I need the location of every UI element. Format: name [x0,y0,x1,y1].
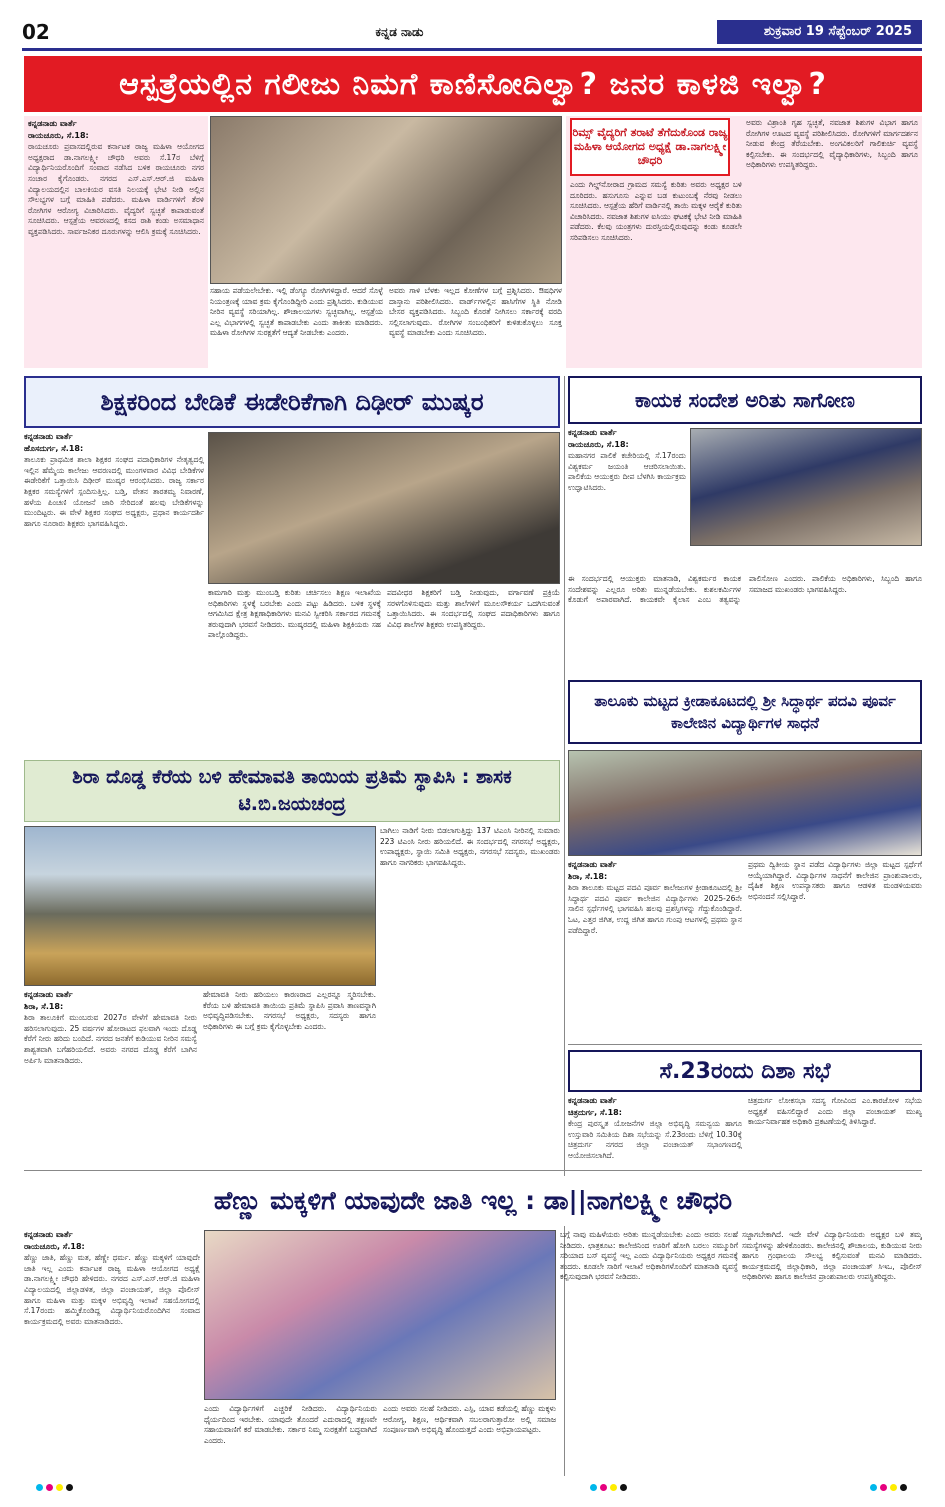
story5-col1: ಶಿರಾ ತಾಲೂಕಿಗೆ ಮುಂಬರುವ 2027ರ ವೇಳೆಗೆ ಹೇಮಾವತಿ ನೀರು ಹರಿಸಲಾಗುವುದು. 25 ವರ್ಷಗಳ ಹೋರಾಟದ ಫಲವಾಗಿ ಇಂದು ದೊಡ್ಡ ಕೆರೆಗೆ ನೀರು ಹರಿದು ಬಂದಿದೆ. ನಗರದ ಜನತೆಗೆ ಕುಡಿಯುವ ನೀರಿನ ಸಮಸ್ಯೆ ಶಾಶ್ವತವಾಗಿ ಬಗೆಹರಿಯಲಿದೆ. ಅವರು ನಗರದ ದೊಡ್ಡ ಕೆರೆಗೆ ಬಾಗಿನ ಅರ್ಪಿಸಿ ಮಾತನಾಡಿದರು. [24,1013,197,1065]
registration-marks-right [870,1484,907,1491]
story5-col1-col2 [24,990,376,1166]
story5-col2: ಹೇಮಾವತಿ ನೀರು ಹರಿಯಲು ಕಾರಣರಾದ ಎಲ್ಲರನ್ನೂ ಸ್ಮರಿಸಬೇಕು. ಕೆರೆಯ ಬಳಿ ಹೇಮಾವತಿ ತಾಯಿಯ ಪ್ರತಿಮೆ ಸ್ಥಾಪಿಸಿ ಪ್ರವಾಸಿ ತಾಣವನ್ನಾಗಿ ಅಭಿವೃದ್ಧಿಪಡಿಸಬೇಕು. ನಗರಸಭೆ ಅಧ್ಯಕ್ಷರು, ಸದಸ್ಯರು ಹಾಗೂ ಅಧಿಕಾರಿಗಳು ಈ ಬಗ್ಗೆ ಕ್ರಮ ಕೈಗೊಳ್ಳಬೇಕು ಎಂದರು. [203,990,376,1031]
story7-col2: ಎಂದು ವಿದ್ಯಾರ್ಥಿಗಳಿಗೆ ಎಚ್ಚರಿಕೆ ನೀಡಿದರು. ವಿದ್ಯಾರ್ಥಿನಿಯರು ಧೈರ್ಯದಿಂದ ಇರಬೇಕು. ಯಾವುದೇ ತೊಂದರೆ ಎದುರಾದಲ್ಲಿ ತಕ್ಷಣವೇ ಸಹಾಯವಾಣಿಗೆ ಕರೆ ಮಾಡಬೇಕು. ಸರ್ಕಾರ ನಿಮ್ಮ ಸುರಕ್ಷತೆಗೆ ಬದ್ಧವಾಗಿದೆ ಎಂದರು. [204,1404,377,1445]
story7-col1-block: ಕನ್ನಡನಾಡು ವಾರ್ತೆ ರಾಯಚೂರು, ಸೆ.18: ಹೆಣ್ಣು ಜಾತಿ, ಹೆಣ್ಣು ಮತ, ಹೆಣ್ಣೇ ಧರ್ಮ. ಹೆಣ್ಣು ಮಕ್ಕಳಿಗೆ ಯಾವುದೇ ಜಾತಿ ಇಲ್ಲ ಎಂದು ಕರ್ನಾಟಕ ರಾಜ್ಯ ಮಹಿಳಾ ಆಯೋಗದ ಅಧ್ಯಕ್ಷೆ ಡಾ.ನಾಗಲಕ್ಷ್ಮೀ ಚೌಧರಿ ಹೇಳಿದರು. ನಗರದ ಎಸ್.ಎಸ್.ಆರ್.ಜಿ ಮಹಿಳಾ ವಿದ್ಯಾಲಯದಲ್ಲಿ ಜಿಲ್ಲಾಡಳಿತ, ಜಿಲ್ಲಾ ಪಂಚಾಯತ್, ಜಿಲ್ಲಾ ಪೊಲೀಸ್ ಹಾಗೂ ಮಹಿಳಾ ಮತ್ತು ಮಕ್ಕಳ ಅಭಿವೃದ್ಧಿ ಇಲಾಖೆ ಸಹಯೋಗದಲ್ಲಿ ಸೆ.17ರಂದು ಹಮ್ಮಿಕೊಂಡಿದ್ದ ವಿದ್ಯಾರ್ಥಿನಿಯರೊಂದಿಗಿನ ಸಂವಾದ ಕಾರ್ಯಕ್ರಮದಲ್ಲಿ ಅವರು ಮಾತನಾಡಿದರು. [24,1230,200,1326]
story1-byline: ಕನ್ನಡನಾಡು ವಾರ್ತೆ [28,119,77,128]
story4-photo [568,750,922,856]
story1-col4-block [570,180,742,366]
story1-photo [210,116,562,284]
story1-col2-col3 [210,286,562,366]
story1-col3: ಅವರು ಗಾಳಿ ಬೆಳಕು ಇಲ್ಲದ ಕೋಣೆಗಳ ಬಗ್ಗೆ ಪ್ರಶ್ನಿಸಿದರು. ಔಷಧಿಗಳ ದಾಸ್ತಾನು ಪರಿಶೀಲಿಸಿದರು. ವಾರ್ಡ್‌ಗಳಲ್ಲಿನ ಹಾಸಿಗೆಗಳ ಸ್ಥಿತಿ ನೋಡಿ ಬೇಸರ ವ್ಯಕ್ತಪಡಿಸಿದರು. ಸಿಬ್ಬಂದಿ ಕೊರತೆ ನೀಗಿಸಲು ಸರ್ಕಾರಕ್ಕೆ ವರದಿ ಸಲ್ಲಿಸಲಾಗುವುದು. ರೋಗಿಗಳ ಸಂಬಂಧಿಕರಿಗೆ ಕುಳಿತುಕೊಳ್ಳಲು ಸೂಕ್ತ ವ್ಯವಸ್ಥೆ ಮಾಡಬೇಕು ಎಂದು ಸೂಚಿಸಿದರು. [389,286,562,338]
story6-dateline: ಚಿತ್ರದುರ್ಗ, ಸೆ.18: [568,1107,622,1117]
story1-col5-block [746,118,918,366]
story4-byline: ಕನ್ನಡನಾಡು ವಾರ್ತೆ [568,860,617,869]
story3-photo [690,428,922,546]
story1-headline: ಆಸ್ಪತ್ರೆಯಲ್ಲಿನ ಗಲೀಜು ನಿಮಗೆ ಕಾಣಿಸೋದಿಲ್ವಾ? ಜನರ ಕಾಳಜಿ ಇಲ್ವಾ? [24,56,922,112]
story7-col4: ಬಗ್ಗೆ ನಾವು ಮಹಿಳೆಯರು ಅರಿತು ಮುನ್ನಡೆಯಬೇಕು ಎಂದು ಅವರು ಸಲಹೆ ನೀಡಿದರು. ಛಾತ್ರಕೂಟ: ಕಾಲೇಜಿನಿಂದ ಊರಿಗೆ ಹೋಗಿ ಬರಲು ನಮ್ಮೂರಿಗೆ ಸರಿಯಾದ ಬಸ್ ವ್ಯವಸ್ಥೆ ಇಲ್ಲ ಎಂದು ವಿದ್ಯಾರ್ಥಿನಿಯರು ಅಧ್ಯಕ್ಷರ ಗಮನಕ್ಕೆ ತಂದರು. ಕೂಡಲೇ ಸಾರಿಗೆ ಇಲಾಖೆ ಅಧಿಕಾರಿಗಳೊಂದಿಗೆ ಮಾತನಾಡಿ ವ್ಯವಸ್ಥೆ ಕಲ್ಪಿಸುವುದಾಗಿ ಭರವಸೆ ನೀಡಿದರು. [560,1230,738,1282]
story3-byline: ಕನ್ನಡನಾಡು ವಾರ್ತೆ [568,428,617,437]
story4-dateline: ಶಿರಾ, ಸೆ.18: [568,871,608,881]
story2-byline: ಕನ್ನಡನಾಡು ವಾರ್ತೆ [24,432,73,441]
story7-col3: ಎಂದು ಅವರು ಸಲಹೆ ನೀಡಿದರು. ಎಸ್ಪಿ, ಯಾವ ಕಡೆಯಲ್ಲಿ ಹೆಣ್ಣು ಮಕ್ಕಳು ಆರೋಗ್ಯ, ಶಿಕ್ಷಣ, ಆರ್ಥಿಕವಾಗಿ ಸಬಲರಾಗುತ್ತಾರೋ ಅಲ್ಲಿ ಸಮಾಜ ಸಂಪೂರ್ಣವಾಗಿ ಅಭಿವೃದ್ಧಿ ಹೊಂದುತ್ತದೆ ಎಂದು ಅಭಿಪ್ರಾಯಪಟ್ಟರು. [383,1404,556,1435]
story1-col5: ಅವರು ವಿಶ್ರಾಂತಿ ಗೃಹ ಸ್ವಚ್ಛತೆ, ನವಜಾತ ಶಿಶುಗಳ ವಿಭಾಗ ಹಾಗೂ ರೋಗಿಗಳ ಊಟದ ವ್ಯವಸ್ಥೆ ಪರಿಶೀಲಿಸಿದರು. ರೋಗಿಗಳಿಗೆ ಮಾರ್ಗದರ್ಶನ ನೀಡುವ ಕೇಂದ್ರ ತೆರೆಯಬೇಕು. ಅಂಗವಿಕಲರಿಗೆ ಗಾಲಿಕುರ್ಚಿ ವ್ಯವಸ್ಥೆ ಕಲ್ಪಿಸಬೇಕು. ಈ ಸಂದರ್ಭದಲ್ಲಿ ವೈದ್ಯಾಧಿಕಾರಿಗಳು, ಸಿಬ್ಬಂದಿ ಹಾಗೂ ಅಧಿಕಾರಿಗಳು ಉಪಸ್ಥಿತರಿದ್ದರು. [746,118,918,170]
story3-col1-block: ಕನ್ನಡನಾಡು ವಾರ್ತೆ ರಾಯಚೂರು, ಸೆ.18: ಮಹಾನಗರ ಪಾಲಿಕೆ ಕಚೇರಿಯಲ್ಲಿ ಸೆ.17ರಂದು ವಿಶ್ವಕರ್ಮ ಜಯಂತಿ ಆಚರಿಸಲಾಯಿತು. ಪಾಲಿಕೆಯ ಆಯುಕ್ತರು ದೀಪ ಬೆಳಗಿಸಿ ಕಾರ್ಯಕ್ರಮ ಉದ್ಘಾಟಿಸಿದರು. [568,428,686,492]
story4-col2: ಪ್ರಥಮ ದ್ವಿತೀಯ ಸ್ಥಾನ ಪಡೆದ ವಿದ್ಯಾರ್ಥಿಗಳು ಜಿಲ್ಲಾ ಮಟ್ಟದ ಸ್ಪರ್ಧೆಗೆ ಆಯ್ಕೆಯಾಗಿದ್ದಾರೆ. ವಿದ್ಯಾರ್ಥಿಗಳ ಸಾಧನೆಗೆ ಕಾಲೇಜಿನ ಪ್ರಾಂಶುಪಾಲರು, ದೈಹಿಕ ಶಿಕ್ಷಣ ಉಪನ್ಯಾಸಕರು ಹಾಗೂ ಆಡಳಿತ ಮಂಡಳಿಯವರು ಅಭಿನಂದನೆ ಸಲ್ಲಿಸಿದ್ದಾರೆ. [748,860,922,901]
story5-col3-block [380,826,560,1166]
story1-col2: ಸಹಾಯ ಪಡೆಯಲೇಬೇಕು. ಇಲ್ಲಿ ಡೆಂಗ್ಯೂ ರೋಗಿಗಳಿದ್ದಾರೆ. ಆದರೆ ಸೊಳ್ಳೆ ನಿಯಂತ್ರಣಕ್ಕೆ ಯಾವ ಕ್ರಮ ಕೈಗೊಂಡಿದ್ದೀರಿ ಎಂದು ಪ್ರಶ್ನಿಸಿದರು. ಕುಡಿಯುವ ನೀರಿನ ವ್ಯವಸ್ಥೆ ಸರಿಯಾಗಿಲ್ಲ. ಶೌಚಾಲಯಗಳು ಸ್ವಚ್ಛವಾಗಿಲ್ಲ. ಆಸ್ಪತ್ರೆಯ ಎಲ್ಲ ವಿಭಾಗಗಳಲ್ಲಿ ಸ್ವಚ್ಛತೆ ಕಾಪಾಡಬೇಕು ಎಂದು ತಾಕೀತು ಮಾಡಿದರು. ಮಹಿಳಾ ರೋಗಿಗಳ ಸುರಕ್ಷತೆಗೆ ಆದ್ಯತೆ ನೀಡಬೇಕು ಎಂದರು. [210,286,383,338]
story1-col4: ಎಂದು ಗಿಲ್ಡ್‌ನೋರಾದ ಗ್ರಾಮದ ಸಮಸ್ಯೆ ಕುರಿತು ಅವರು ಅಧ್ಯಕ್ಷರ ಬಳಿ ದೂರಿದರು. ಹಸುಗೂಸು ಎನ್ನುವ ಬಡ ಕುಟುಂಬಕ್ಕೆ ನೆರವು ನೀಡಲು ಸೂಚಿಸಿದರು. ಆಸ್ಪತ್ರೆಯ ಹೆರಿಗೆ ವಾರ್ಡಿನಲ್ಲಿ ತಾಯಿ ಮಕ್ಕಳ ಆರೈಕೆ ಕುರಿತು ವಿಚಾರಿಸಿದರು. ನವಜಾತ ಶಿಶುಗಳ ಐಸಿಯು ಘಟಕಕ್ಕೆ ಭೇಟಿ ನೀಡಿ ಮಾಹಿತಿ ಪಡೆದರು. ಕೆಲವು ಯಂತ್ರಗಳು ದುರಸ್ತಿಯಲ್ಲಿರುವುದನ್ನು ಕಂಡು ಕೂಡಲೇ ಸರಿಪಡಿಸಲು ಸೂಚಿಸಿದರು. [570,180,742,242]
story3-col2: ಈ ಸಂದರ್ಭದಲ್ಲಿ ಆಯುಕ್ತರು ಮಾತನಾಡಿ, ವಿಶ್ವಕರ್ಮರ ಕಾಯಕ ಸಂದೇಶವನ್ನು ಎಲ್ಲರೂ ಅರಿತು ಮುನ್ನಡೆಯಬೇಕು. ಕುಶಲಕರ್ಮಿಗಳ ಕೊಡುಗೆ ಅಪಾರವಾಗಿದೆ. ಕಾಯಕವೇ ಕೈಲಾಸ ಎಂಬ ತತ್ವವನ್ನು ಪಾಲಿಸೋಣ ಎಂದರು. ಪಾಲಿಕೆಯ ಅಧಿಕಾರಿಗಳು, ಸಿಬ್ಬಂದಿ ಹಾಗೂ ಸಮಾಜದ ಮುಖಂಡರು ಭಾಗವಹಿಸಿದ್ದರು. [568,574,922,605]
story2-col2: ಕಾಮಗಾರಿ ಮತ್ತು ಮುಂಬಡ್ತಿ ಕುರಿತು ಚರ್ಚಿಸಲು ಶಿಕ್ಷಣ ಇಲಾಖೆಯ ಅಧಿಕಾರಿಗಳು ಸ್ಥಳಕ್ಕೆ ಬರಬೇಕು ಎಂದು ಪಟ್ಟು ಹಿಡಿದರು. ಬಳಿಕ ಸ್ಥಳಕ್ಕೆ ಆಗಮಿಸಿದ ಕ್ಷೇತ್ರ ಶಿಕ್ಷಣಾಧಿಕಾರಿಗಳು ಮನವಿ ಸ್ವೀಕರಿಸಿ ಸರ್ಕಾರದ ಗಮನಕ್ಕೆ ತರುವುದಾಗಿ ಭರವಸೆ ನೀಡಿದರು. ಮುಷ್ಕರದಲ್ಲಿ ಮಹಿಳಾ ಶಿಕ್ಷಕಿಯರು ಸಹ ಪಾಲ್ಗೊಂಡಿದ್ದರು. [208,588,381,640]
story1-subhead: ರಿಮ್ಸ್ ವೈದ್ಯರಿಗೆ ತರಾಟೆ ತೆಗೆದುಕೊಂಡ ರಾಜ್ಯ ಮಹಿಳಾ ಆಯೋಗದ ಅಧ್ಯಕ್ಷೆ ಡಾ.ನಾಗಲಕ್ಷ್ಮೀ ಚೌಧರಿ [570,118,730,176]
story3-headline: ಕಾಯಕ ಸಂದೇಶ ಅರಿತು ಸಾಗೋಣ [568,376,922,424]
story3-col2-block [568,574,922,672]
registration-marks-center [590,1484,627,1491]
story2-col1-block: ಕನ್ನಡನಾಡು ವಾರ್ತೆ ಹೊಸದುರ್ಗ, ಸೆ.18: ತಾಲೂಕು ಪ್ರಾಥಮಿಕ ಶಾಲಾ ಶಿಕ್ಷಕರ ಸಂಘದ ಪದಾಧಿಕಾರಿಗಳ ನೇತೃತ್ವದಲ್ಲಿ ಇಲ್ಲಿನ ಹೆಮ್ಮೆಯ ಕಾಲೇಜು ಆವರಣದಲ್ಲಿ ಮುಂಗಳವಾರ ವಿವಿಧ ಬೇಡಿಕೆಗಳ ಈಡೇರಿಕೆಗೆ ಒತ್ತಾಯಿಸಿ ದಿಢೀರ್ ಮುಷ್ಕರ ಆರಂಭಿಸಿದರು. ರಾಜ್ಯ ಸರ್ಕಾರ ಶಿಕ್ಷಕರ ಸಮಸ್ಯೆಗಳಿಗೆ ಸ್ಪಂದಿಸುತ್ತಿಲ್ಲ. ಬಡ್ತಿ, ವೇತನ ತಾರತಮ್ಯ ನಿವಾರಣೆ, ಹಳೆಯ ಪಿಂಚಣಿ ಯೋಜನೆ ಜಾರಿ ಸೇರಿದಂತೆ ಹಲವು ಬೇಡಿಕೆಗಳನ್ನು ಮುಂದಿಟ್ಟರು. ಈ ವೇಳೆ ಶಿಕ್ಷಕರ ಸಂಘದ ಅಧ್ಯಕ್ಷರು, ಪ್ರಧಾನ ಕಾರ್ಯದರ್ಶಿ ಹಾಗೂ ನೂರಾರು ಶಿಕ್ಷಕರು ಭಾಗವಹಿಸಿದ್ದರು. [24,432,204,528]
story3-dateline: ರಾಯಚೂರು, ಸೆ.18: [568,439,629,449]
masthead [22,18,922,46]
story2-col2-col3 [208,588,560,752]
story7-col4-block [560,1230,738,1476]
story7-byline: ಕನ್ನಡನಾಡು ವಾರ್ತೆ [24,1230,73,1239]
story7-dateline: ರಾಯಚೂರು, ಸೆ.18: [24,1241,85,1251]
story2-dateline: ಹೊಸದುರ್ಗ, ಸೆ.18: [24,443,84,453]
story5-col3: ಬಾಗಿಲು ನಾಡಿಗೆ ನೀರು ಬಿಡಲಾಗುತ್ತಿದ್ದು 137 ಟಿಎಂಸಿ ನೀರಿನಲ್ಲಿ ಸುಮಾರು 223 ಟಿಎಂಸಿ ನೀರು ಹರಿಯಲಿದೆ. ಈ ಸಂದರ್ಭದಲ್ಲಿ ನಗರಸಭೆ ಅಧ್ಯಕ್ಷರು, ಉಪಾಧ್ಯಕ್ಷರು, ಸ್ಥಾಯಿ ಸಮಿತಿ ಅಧ್ಯಕ್ಷರು, ನಗರಸಭೆ ಸದಸ್ಯರು, ಮುಖಂಡರು ಹಾಗೂ ನಾಗರಿಕರು ಭಾಗವಹಿಸಿದ್ದರು. [380,826,560,867]
paper-name: ಕನ್ನಡ ನಾಡು [375,24,424,39]
story5-photo [24,826,376,986]
story1-col1: ಕನ್ನಡನಾಡು ವಾರ್ತೆ ರಾಯಚೂರು, ಸೆ.18: ರಾಯಚೂರು ಪ್ರವಾಸದಲ್ಲಿರುವ ಕರ್ನಾಟಕ ರಾಜ್ಯ ಮಹಿಳಾ ಆಯೋಗದ ಅಧ್ಯಕ್ಷರಾದ ಡಾ.ನಾಗಲಕ್ಷ್ಮೀ ಚೌಧರಿ ಅವರು ಸೆ.17ರ ಬೆಳಿಗ್ಗೆ ವಿದ್ಯಾರ್ಥಿನಿಯರೊಂದಿಗೆ ಸಂವಾದ ನಡೆಸಿದ ಬಳಿಕ ರಾಯಚೂರು ನಗರ ಸಂಚಾರ ಕೈಗೊಂಡರು. ನಗರದ ಎಸ್.ಎಸ್.ಆರ್.ಜಿ ಮಹಿಳಾ ವಿದ್ಯಾಲಯದಲ್ಲಿನ ಬಾಲಕಿಯರ ವಸತಿ ನಿಲಯಕ್ಕೆ ಭೇಟಿ ನೀಡಿ ಅಲ್ಲಿನ ಸೌಲಭ್ಯಗಳ ಬಗ್ಗೆ ಮಾಹಿತಿ ಪಡೆದರು. ಮಹಿಳಾ ವಾರ್ಡಿಗಳಿಗೆ ತೆರಳಿ ರೋಗಿಗಳ ಆರೋಗ್ಯ ವಿಚಾರಿಸಿದರು. ವೈದ್ಯರಿಗೆ ಸ್ವಚ್ಛತೆ ಕಾಪಾಡುವಂತೆ ಸೂಚಿಸಿದರು. ಆಸ್ಪತ್ರೆಯ ಆವರಣದಲ್ಲಿ ಕಸದ ರಾಶಿ ಕಂಡು ಅಸಮಾಧಾನ ವ್ಯಕ್ತಪಡಿಸಿದರು. ಸಾರ್ವಜನಿಕರ ದೂರುಗಳನ್ನು ಆಲಿಸಿ ಕ್ರಮಕ್ಕೆ ಸೂಚಿಸಿದರು. [28,119,204,236]
story1-pink-bg-left2 [24,296,208,368]
story6-col1: ಕೇಂದ್ರ ಪುರಸ್ಕೃತ ಯೋಜನೆಗಳ ಜಿಲ್ಲಾ ಅಭಿವೃದ್ಧಿ ಸಮನ್ವಯ ಹಾಗೂ ಉಸ್ತುವಾರಿ ಸಮಿತಿಯ ದಿಶಾ ಸಭೆಯನ್ನು ಸೆ.23ರಂದು ಬೆಳಿಗ್ಗೆ 10.30ಕ್ಕೆ ಚಿತ್ರದುರ್ಗ ನಗರದ ಜಿಲ್ಲಾ ಪಂಚಾಯತ್ ಸಭಾಂಗಣದಲ್ಲಿ ಆಯೋಜಿಸಲಾಗಿದೆ. [568,1119,742,1160]
story7-photo [204,1230,556,1400]
story7-col5: ಸಜ್ಜಾಗಬೇಕಾಗಿದೆ. ಇದೇ ವೇಳೆ ವಿದ್ಯಾರ್ಥಿನಿಯರು ಅಧ್ಯಕ್ಷರ ಬಳಿ ತಮ್ಮ ಸಮಸ್ಯೆಗಳನ್ನು ಹೇಳಿಕೊಂಡರು. ಕಾಲೇಜಿನಲ್ಲಿ ಶೌಚಾಲಯ, ಕುಡಿಯುವ ನೀರು ಹಾಗೂ ಗ್ರಂಥಾಲಯ ಸೌಲಭ್ಯ ಕಲ್ಪಿಸುವಂತೆ ಮನವಿ ಮಾಡಿದರು. ಕಾರ್ಯಕ್ರಮದಲ್ಲಿ ಜಿಲ್ಲಾಧಿಕಾರಿ, ಜಿಲ್ಲಾ ಪಂಚಾಯತ್ ಸಿಇಒ, ಪೊಲೀಸ್ ಅಧಿಕಾರಿಗಳು ಹಾಗೂ ಕಾಲೇಜಿನ ಪ್ರಾಂಶುಪಾಲರು ಉಪಸ್ಥಿತರಿದ್ದರು. [742,1230,922,1282]
story6-col2: ಚಿತ್ರದುರ್ಗ ಲೋಕಸಭಾ ಸದಸ್ಯ ಗೋವಿಂದ ಎಂ.ಕಾರಜೋಳ ಸಭೆಯ ಅಧ್ಯಕ್ಷತೆ ವಹಿಸಲಿದ್ದಾರೆ ಎಂದು ಜಿಲ್ಲಾ ಪಂಚಾಯತ್ ಮುಖ್ಯ ಕಾರ್ಯನಿರ್ವಾಹಕ ಅಧಿಕಾರಿ ಪ್ರಕಟಣೆಯಲ್ಲಿ ತಿಳಿಸಿದ್ದಾರೆ. [748,1096,922,1127]
story2-photo [208,432,560,584]
masthead-rule [22,48,922,51]
story7-top-rule [24,1170,922,1171]
issue-date: ಶುಕ್ರವಾರ 19 ಸೆಪ್ಟೆಂಬರ್ 2025 [717,20,922,44]
story6-byline: ಕನ್ನಡನಾಡು ವಾರ್ತೆ [568,1096,617,1105]
story2-headline: ಶಿಕ್ಷಕರಿಂದ ಬೇಡಿಕೆ ಈಡೇರಿಕೆಗಾಗಿ ದಿಢೀರ್ ಮುಷ್ಕರ [24,376,560,428]
story2-col3: ಪದವೀಧರ ಶಿಕ್ಷಕರಿಗೆ ಬಡ್ತಿ ನೀಡುವುದು, ವರ್ಗಾವಣೆ ಪ್ರಕ್ರಿಯೆ ಸರಳಗೊಳಿಸುವುದು ಮತ್ತು ಶಾಲೆಗಳಿಗೆ ಮೂಲಸೌಕರ್ಯ ಒದಗಿಸುವಂತೆ ಒತ್ತಾಯಿಸಿದರು. ಈ ಸಂದರ್ಭದಲ್ಲಿ ಸಂಘದ ಪದಾಧಿಕಾರಿಗಳು ಹಾಗೂ ವಿವಿಧ ಶಾಲೆಗಳ ಶಿಕ್ಷಕರು ಉಪಸ್ಥಿತರಿದ್ದರು. [387,588,560,629]
story4-text [568,860,922,1040]
registration-marks-left [36,1484,73,1491]
story5-byline: ಕನ್ನಡನಾಡು ವಾರ್ತೆ [24,990,73,999]
story7-headline: ಹೆಣ್ಣು ಮಕ್ಕಳಿಗೆ ಯಾವುದೇ ಜಾತಿ ಇಲ್ಲ : ಡಾ||ನಾಗಲಕ್ಷ್ಮೀ ಚೌಧರಿ [24,1176,922,1226]
story4-headline: ತಾಲೂಕು ಮಟ್ಟದ ಕ್ರೀಡಾಕೂಟದಲ್ಲಿ ಶ್ರೀ ಸಿದ್ಧಾರ್ಥ ಪದವಿ ಪೂರ್ವ ಕಾಲೇಜಿನ ವಿದ್ಯಾರ್ಥಿಗಳ ಸಾಧನೆ [568,680,922,744]
story7-col5-block [742,1230,922,1476]
story6-headline: ಸೆ.23ರಂದು ದಿಶಾ ಸಭೆ [568,1050,922,1092]
story7-col2-col3 [204,1404,556,1476]
story1-dateline: ರಾಯಚೂರು, ಸೆ.18: [28,130,89,140]
page-number: 02 [22,20,50,44]
story5-dateline: ಶಿರಾ, ಸೆ.18: [24,1001,64,1011]
story6-top-rule [568,1044,922,1045]
story5-headline: ಶಿರಾ ದೊಡ್ಡ ಕೆರೆಯ ಬಳಿ ಹೇಮಾವತಿ ತಾಯಿಯ ಪ್ರತಿಮೆ ಸ್ಥಾಪಿಸಿ : ಶಾಸಕ ಟಿ.ಬಿ.ಜಯಚಂದ್ರ [24,760,560,822]
story6-text [568,1096,922,1162]
story4-col1: ಶಿರಾ ತಾಲೂಕು ಮಟ್ಟದ ಪದವಿ ಪೂರ್ವ ಕಾಲೇಜುಗಳ ಕ್ರೀಡಾಕೂಟದಲ್ಲಿ ಶ್ರೀ ಸಿದ್ಧಾರ್ಥ ಪದವಿ ಪೂರ್ವ ಕಾಲೇಜಿನ ವಿದ್ಯಾರ್ಥಿಗಳು 2025-26ನೇ ಸಾಲಿನ ಸ್ಪರ್ಧೆಗಳಲ್ಲಿ ಭಾಗವಹಿಸಿ ಹಲವು ಪ್ರಶಸ್ತಿಗಳನ್ನು ಗೆದ್ದುಕೊಂಡಿದ್ದಾರೆ. ಓಟ, ಎತ್ತರ ಜಿಗಿತ, ಉದ್ದ ಜಿಗಿತ ಹಾಗೂ ಗುಂಪು ಆಟಗಳಲ್ಲಿ ಪ್ರಥಮ ಸ್ಥಾನ ಪಡೆದಿದ್ದಾರೆ. [568,883,742,935]
